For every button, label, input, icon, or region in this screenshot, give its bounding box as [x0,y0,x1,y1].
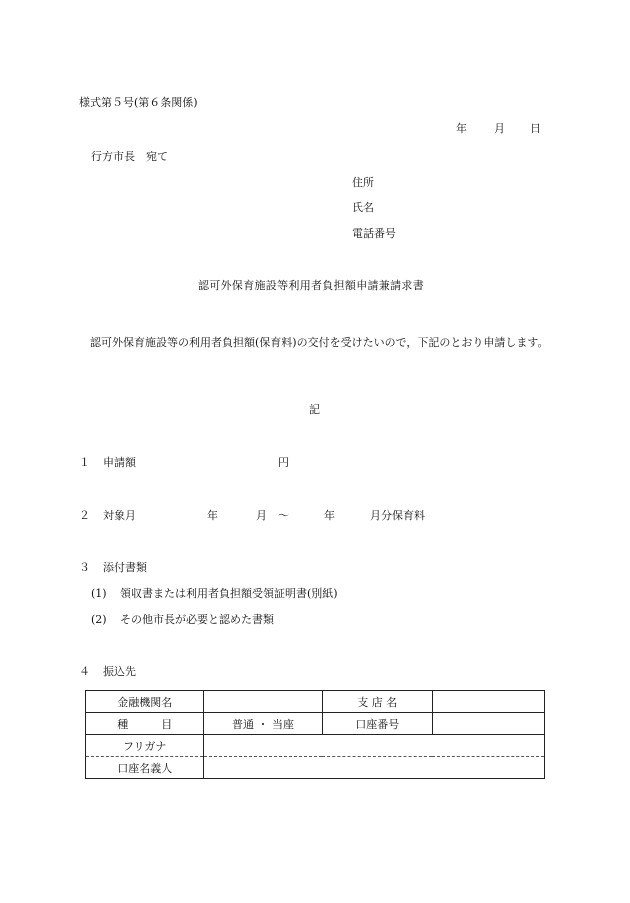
date-month-label: 月 [494,122,505,135]
date-day-label: 日 [530,122,541,135]
bank-name-field[interactable] [204,691,322,713]
item4-label: 振込先 [103,665,136,678]
form-number: 様式第５号(第６条関係) [79,96,198,109]
account-type-label: 種 目 [86,713,204,735]
item3-sub1-number: (1) [91,587,107,600]
branch-field[interactable] [432,691,544,713]
addressee: 行方市長 宛て [91,150,168,163]
account-number-field[interactable] [432,713,544,735]
phone-label: 電話番号 [352,227,396,240]
name-label: 氏名 [352,201,374,214]
intro-paragraph: 認可外保育施設等の利用者負担額(保育料)の交付を受けたいので，下記のとおり申請します。 [90,336,549,349]
furigana-label: フリガナ [86,735,204,757]
item1-unit: 円 [278,456,289,469]
item3-number: ３ [79,561,90,574]
item1-label: 申請額 [103,456,136,469]
item2-label: 対象月 [103,509,136,522]
bank-name-label: 金融機関名 [86,691,204,713]
item2-month1: 月 [256,509,267,522]
item3-label: 添付書類 [103,561,147,574]
account-number-label: 口座番号 [322,713,432,735]
item2-year2: 年 [324,509,335,522]
item1-number: １ [79,456,90,469]
address-label: 住所 [352,176,374,189]
item2-year1: 年 [207,509,218,522]
account-holder-field[interactable] [204,757,545,779]
item3-sub2-text: その他市長が必要と認めた書類 [120,613,274,626]
item2-number: ２ [79,509,90,522]
branch-label: 支 店 名 [322,691,432,713]
item4-number: ４ [79,665,90,678]
furigana-field[interactable] [204,735,545,757]
item3-sub1-text: 領収書または利用者負担額受領証明書(別紙) [120,587,338,600]
document-title: 認可外保育施設等利用者負担額申請兼請求書 [198,279,424,292]
item2-tilde: ～ [278,509,289,522]
date-year-label: 年 [456,122,467,135]
item3-sub2-number: (2) [91,613,107,626]
ki-heading: 記 [309,403,320,416]
bank-account-table [85,690,545,779]
account-type-value[interactable]: 普通 ・ 当座 [204,713,322,735]
account-holder-label: 口座名義人 [86,757,204,779]
item2-month2: 月分保育料 [370,509,425,522]
